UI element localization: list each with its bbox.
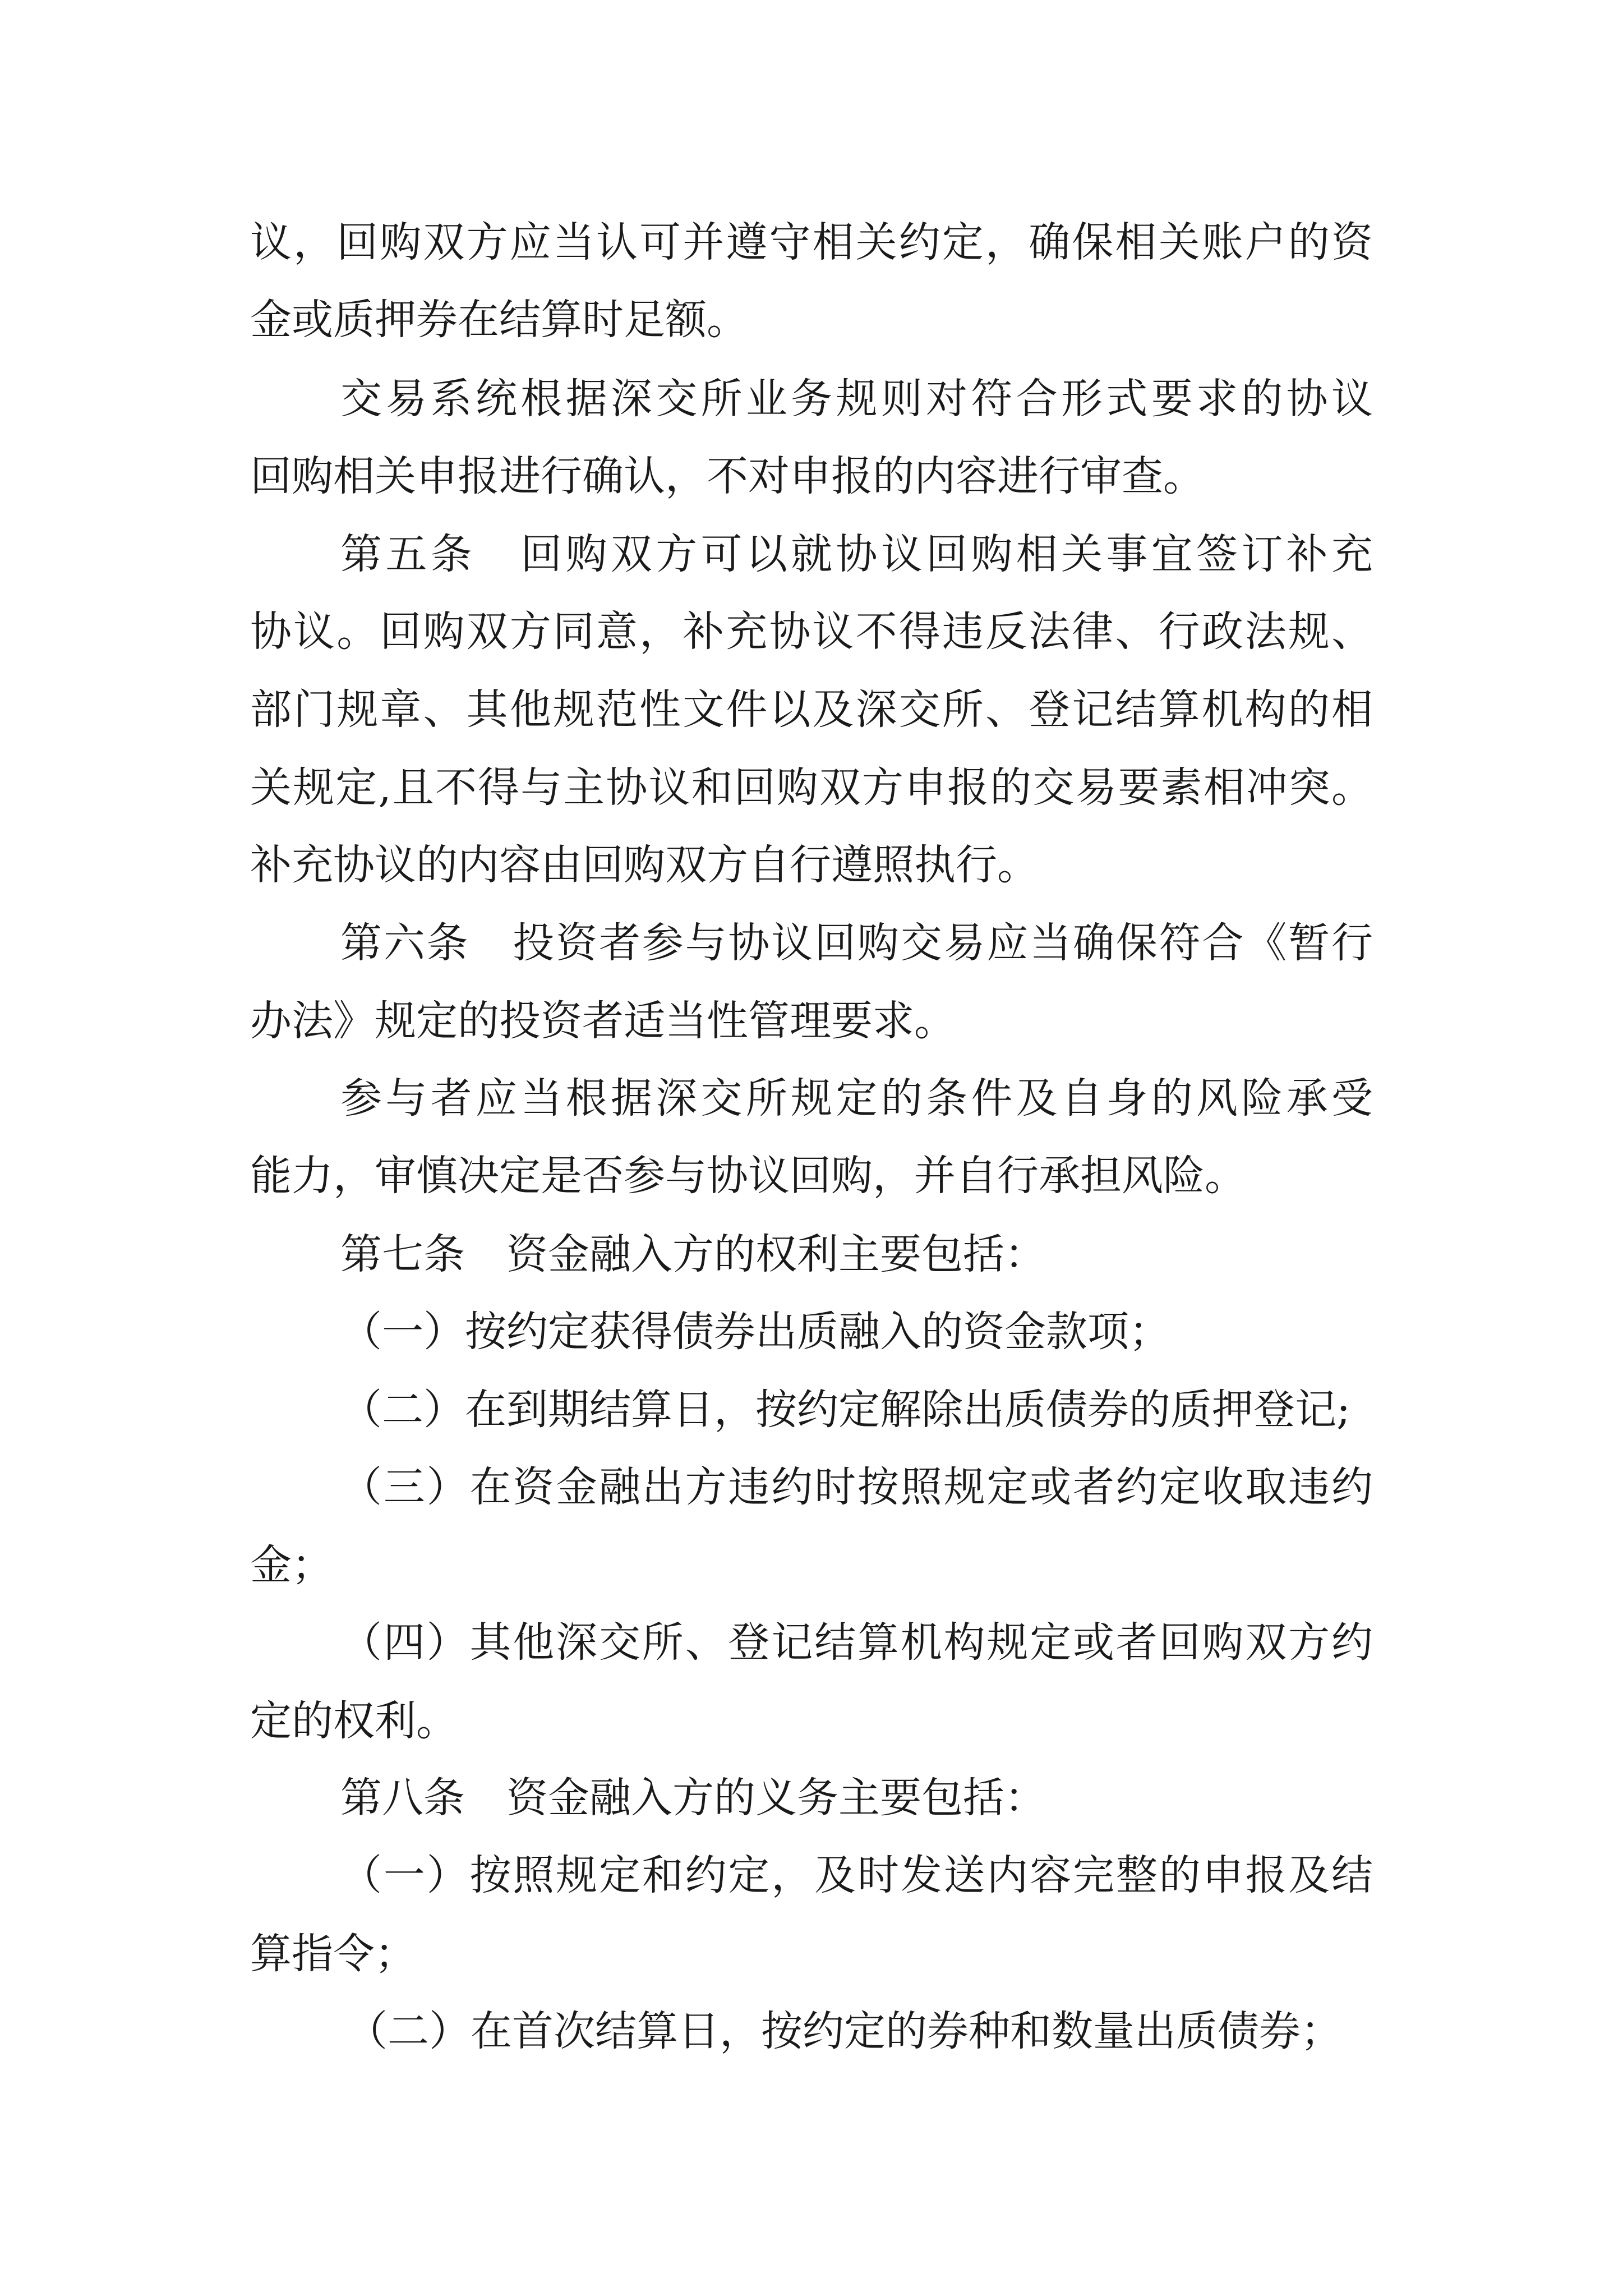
body-text-line: 算指令；: [250, 1930, 416, 1978]
list-item-line: （四）其他深交所、登记结算机构规定或者回购双方约: [340, 1618, 1373, 1667]
list-item-line: （一）按约定获得债券出质融入的资金款项；: [340, 1308, 1170, 1356]
body-text-line: 金；: [250, 1541, 333, 1589]
body-text-line: 议，回购双方应当认可并遵守相关约定，确保相关账户的资: [250, 218, 1373, 266]
article-heading-line: 第八条 资金融入方的义务主要包括：: [340, 1774, 1046, 1822]
article-heading-line: 第七条 资金融入方的权利主要包括：: [340, 1230, 1046, 1278]
body-text-line: 能力，审慎决定是否参与协议回购，并自行承担风险。: [250, 1152, 1246, 1200]
body-text-line: 参与者应当根据深交所规定的条件及自身的风险承受: [340, 1074, 1373, 1122]
body-text-line: 补充协议的内容由回购双方自行遵照执行。: [250, 841, 1039, 889]
body-text-line: 部门规章、其他规范性文件以及深交所、登记结算机构的相: [250, 685, 1373, 734]
article-heading-line: 第五条 回购双方可以就协议回购相关事宜签订补充: [340, 530, 1373, 578]
body-text-line: 协议。回购双方同意，补充协议不得违反法律、行政法规、: [250, 608, 1373, 656]
body-text-line: 办法》规定的投资者适当性管理要求。: [250, 997, 956, 1045]
body-text-line: 交易系统根据深交所业务规则对符合形式要求的协议: [340, 375, 1373, 423]
body-text-line: 关规定,且不得与主协议和回购双方申报的交易要素相冲突。: [250, 763, 1373, 812]
body-text-line: 定的权利。: [250, 1697, 458, 1745]
list-item-line: （二）在首次结算日，按约定的券种和数量出质债券；: [346, 2007, 1342, 2055]
article-heading-line: 第六条 投资者参与协议回购交易应当确保符合《暂行: [340, 919, 1373, 967]
list-item-line: （二）在到期结算日，按约定解除出质债券的质押登记;: [340, 1386, 1350, 1434]
body-text-line: 回购相关申报进行确认，不对申报的内容进行审查。: [250, 452, 1205, 500]
list-item-line: （一）按照规定和约定，及时发送内容完整的申报及结: [340, 1851, 1373, 1899]
body-text-line: 金或质押券在结算时足额。: [250, 296, 748, 344]
list-item-line: （三）在资金融出方违约时按照规定或者约定收取违约: [340, 1463, 1373, 1511]
